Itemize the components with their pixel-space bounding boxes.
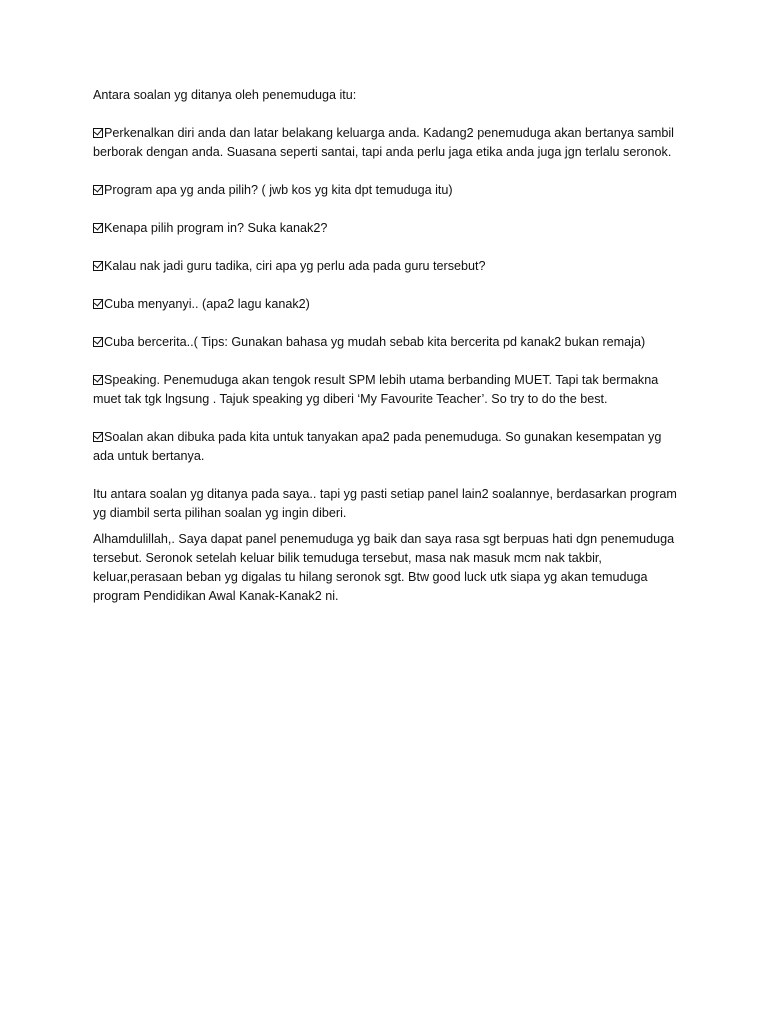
list-item	[93, 124, 683, 162]
list-item	[93, 181, 683, 200]
intro-text: Antara soalan yg ditanya oleh penemuduga itu:	[93, 88, 357, 102]
list-item	[93, 257, 683, 276]
list-item-text: Soalan akan dibuka pada kita untuk tanyakan apa2 pada penemuduga. So gunakan kesempatan yg ada untuk bertanya.	[93, 430, 662, 463]
checked-box-icon	[93, 128, 103, 138]
list-item	[93, 333, 683, 352]
checked-box-icon	[93, 223, 103, 233]
list-item	[93, 371, 683, 409]
checked-box-icon	[93, 185, 103, 195]
list-item	[93, 219, 683, 238]
list-item-text: Cuba bercerita..( Tips: Gunakan bahasa yg mudah sebab kita bercerita pd kanak2 bukan remaja)	[104, 335, 646, 349]
checked-box-icon	[93, 432, 103, 442]
list-item-text: Kalau nak jadi guru tadika, ciri apa yg perlu ada pada guru tersebut?	[104, 259, 486, 273]
list-item-text: Cuba menyanyi.. (apa2 lagu kanak2)	[104, 297, 310, 311]
list-item-text: Speaking. Penemuduga akan tengok result SPM lebih utama berbanding MUET. Tapi tak bermakna muet tak tgk lngsung . Tajuk speaking yg diberi ‘My Favourite Teacher’. So try to do the best.	[93, 373, 659, 406]
list-item	[93, 428, 683, 466]
list-item	[93, 295, 683, 314]
list-item-text: Program apa yg anda pilih? ( jwb kos yg kita dpt temuduga itu)	[104, 183, 453, 197]
checked-box-icon	[93, 375, 103, 385]
checked-box-icon	[93, 337, 103, 347]
checked-box-icon	[93, 261, 103, 271]
list-item-text: Kenapa pilih program in? Suka kanak2?	[104, 221, 328, 235]
closing-paragraph: Itu antara soalan yg ditanya pada saya.. tapi yg pasti setiap panel lain2 soalannye, berdasarkan program yg diambil serta pilihan soalan yg ingin diberi.	[93, 487, 677, 520]
closing-paragraph: Alhamdulillah,. Saya dapat panel penemuduga yg baik dan saya rasa sgt berpuas hati dgn penemuduga tersebut. Seronok setelah keluar bilik temuduga tersebut, masa nak masuk mcm nak takbir, keluar,perasaan beban yg digalas tu hilang seronok sgt. Btw good luck utk siapa yg akan temuduga program Pendidikan Awal Kanak-Kanak2 ni.	[93, 532, 675, 603]
document-body	[93, 86, 683, 625]
checked-box-icon	[93, 299, 103, 309]
list-item-text: Perkenalkan diri anda dan latar belakang keluarga anda. Kadang2 penemuduga akan bertanya sambil berborak dengan anda. Suasana seperti santai, tapi anda perlu jaga etika anda juga jgn terlalu seronok.	[93, 126, 674, 159]
